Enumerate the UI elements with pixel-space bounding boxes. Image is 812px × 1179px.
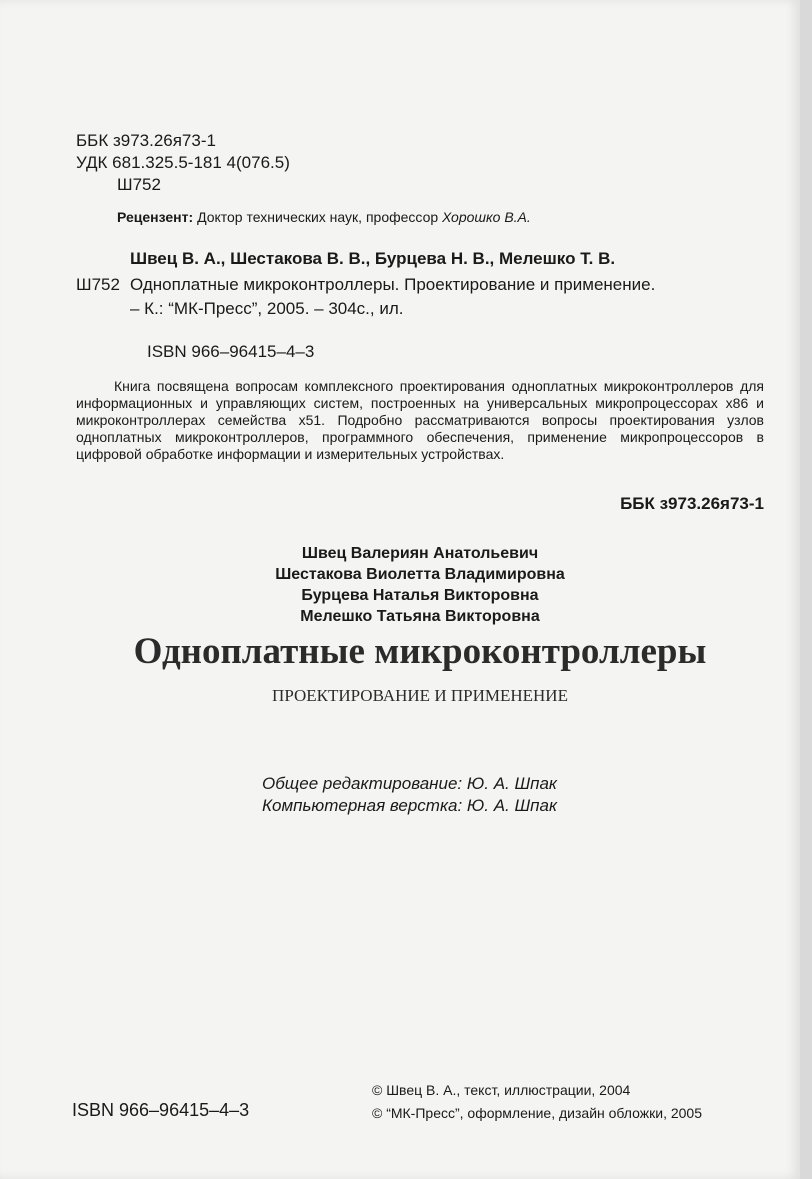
reviewer-text: Доктор технических наук, профессор — [197, 209, 439, 225]
author-full-name: Швец Валериян Анатольевич — [301, 545, 539, 562]
copyright-line: © “МК-Пресс”, оформление, дизайн обложки, 2005 — [372, 1105, 702, 1121]
author-full-name: Шестакова Виолетта Владимировна — [275, 566, 565, 583]
reviewer-label: Рецензент: — [117, 209, 194, 225]
udk-code: УДК 681.325.5-181 4(076.5) — [76, 153, 290, 172]
layout-credit: Компьютерная верстка: Ю. А. Шпак — [262, 796, 557, 815]
copyright-block — [372, 1079, 702, 1125]
book-title: Одноплатные микроконтроллеры — [133, 631, 707, 672]
bib-isbn: ISBN 966–96415–4–3 — [147, 342, 315, 361]
bib-code: Ш752 — [76, 275, 120, 294]
editor-credit: Общее редактирование: Ю. А. Шпак — [262, 774, 557, 793]
bbk-code: ББК з973.26я73-1 — [76, 131, 216, 150]
authors-full-list — [150, 543, 690, 627]
book-subtitle: ПРОЕКТИРОВАНИЕ И ПРИМЕНЕНИЕ — [272, 686, 568, 705]
bib-title-line: Однoплатные микроконтроллеры. Проектирование и применение. — [130, 275, 656, 294]
author-mark-code: Ш752 — [117, 175, 161, 194]
author-full-name: Бурцева Наталья Викторовна — [301, 587, 539, 604]
bib-publisher-line: – К.: “МК-Пресс”, 2005. – 304с., ил. — [130, 299, 404, 318]
copyright-line: © Швец В. А., текст, иллюстрации, 2004 — [372, 1082, 631, 1098]
author-full-name: Мелешко Татьяна Викторовна — [300, 608, 540, 625]
abstract-paragraph: Книга посвящена вопросам комплексного проектирования одноплатных микроконтроллеров для информационных и управляющих систем, построенных на универсальных микропроцессорах x86 и микроконтроллерах семейства x51. Подробно рассматриваются вопросы проектирования узлов одноплатных микроконтроллеров, программного обеспечения, применение микропроцессоров в цифровой обработке информации и измерительных устройствах. — [76, 378, 764, 462]
bbk-code-right: ББК з973.26я73-1 — [620, 494, 764, 513]
isbn-bottom: ISBN 966–96415–4–3 — [72, 1100, 250, 1120]
reviewer-name: Хорошко В.А. — [442, 209, 531, 225]
credits-block — [262, 773, 557, 817]
reviewer-line — [117, 209, 531, 225]
authors-short: Швец В. А., Шестакова В. В., Бурцева Н. В., Мелешко Т. В. — [130, 249, 616, 268]
